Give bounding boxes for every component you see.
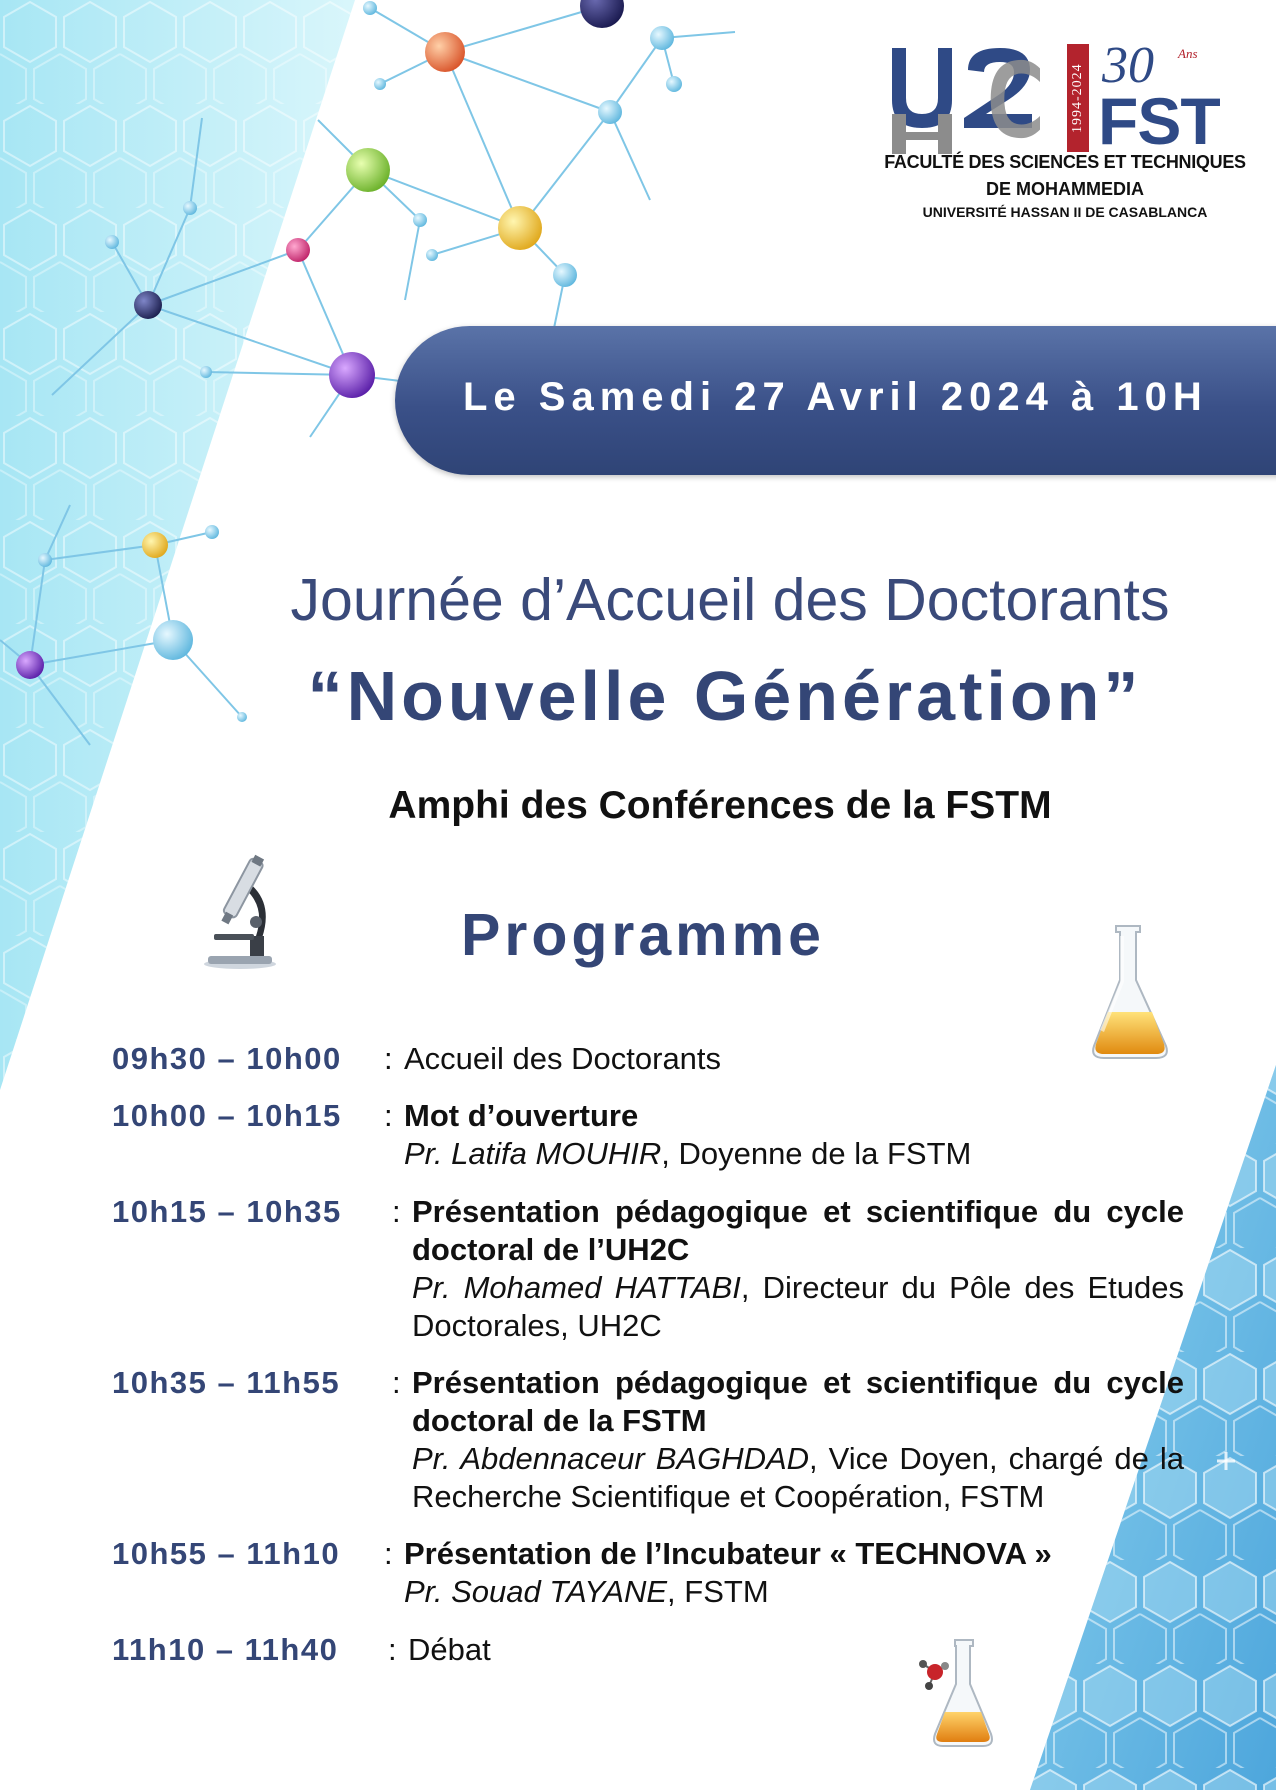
programme-session-title: Présentation pédagogique et scientifique du cycle doctoral de la FSTM	[412, 1365, 1184, 1438]
programme-time: 10h55 – 11h10	[112, 1536, 341, 1571]
programme-separator: :	[384, 1536, 393, 1571]
programme-item	[112, 1040, 1182, 1098]
speaker-name: Pr. Abdennaceur BAGHDAD	[412, 1441, 810, 1476]
programme-content	[408, 1631, 1188, 1669]
programme-item	[112, 1364, 1182, 1535]
logo-years: 1994-2024	[1067, 44, 1089, 152]
programme-separator: :	[384, 1041, 393, 1076]
event-date: Le Samedi 27 Avril 2024 à 10H	[463, 375, 1208, 419]
programme-heading: Programme	[461, 902, 825, 968]
logo-faculty-city: DE MOHAMMEDIA	[986, 179, 1144, 199]
programme-separator: :	[384, 1098, 393, 1133]
programme-content	[404, 1097, 1184, 1173]
microscope-icon	[200, 852, 280, 970]
speaker-role: , FSTM	[667, 1574, 769, 1609]
event-subtitle: “Nouvelle Génération”	[307, 657, 1143, 735]
programme-item	[112, 1631, 1182, 1691]
programme-content	[404, 1040, 1184, 1078]
speaker-name: Pr. Latifa MOUHIR	[404, 1136, 662, 1171]
programme-item	[112, 1535, 1182, 1631]
programme-separator: :	[392, 1194, 401, 1229]
programme-speaker	[404, 1135, 1184, 1173]
programme-content	[412, 1364, 1184, 1516]
programme-separator: :	[392, 1365, 401, 1400]
speaker-name: Pr. Souad TAYANE	[404, 1574, 668, 1609]
programme-content	[404, 1535, 1184, 1611]
event-venue: Amphi des Conférences de la FSTM	[388, 784, 1052, 827]
programme-time: 09h30 – 10h00	[112, 1041, 342, 1076]
speaker-name: Pr. Mohamed HATTABI	[412, 1270, 741, 1305]
speaker-role: , Vice Doyen, chargé de la Recherche Scientifique et Coopération, FSTM	[412, 1441, 1184, 1514]
logo-anniversary-number: 30	[1102, 37, 1154, 94]
logo-anniversary-word: Ans	[1178, 46, 1198, 61]
date-banner	[395, 326, 1276, 475]
programme-item	[112, 1097, 1182, 1193]
logo-university-name: UNIVERSITÉ HASSAN II DE CASABLANCA	[922, 204, 1208, 220]
uh2c-logo-mark	[890, 42, 1070, 154]
faculty-logo	[880, 37, 1250, 230]
programme-session-title: Mot d’ouverture	[404, 1098, 639, 1133]
event-title: Journée d’Accueil des Doctorants	[290, 567, 1170, 633]
programme-time: 10h15 – 10h35	[112, 1194, 342, 1229]
programme-time: 11h10 – 11h40	[112, 1632, 339, 1667]
programme-time: 10h35 – 11h55	[112, 1365, 341, 1400]
programme-time: 10h00 – 10h15	[112, 1098, 342, 1133]
logo-faculty-name: FACULTÉ DES SCIENCES ET TECHNIQUES	[884, 152, 1246, 172]
programme-session-text: Accueil des Doctorants	[404, 1041, 722, 1076]
programme-content	[412, 1193, 1184, 1345]
programme-session-text: Débat	[408, 1632, 491, 1667]
programme-speaker	[404, 1573, 1184, 1611]
programme-speaker	[412, 1269, 1184, 1345]
speaker-role: , Doyenne de la FSTM	[661, 1136, 972, 1171]
programme-item	[112, 1193, 1185, 1364]
speaker-role: , Directeur du Pôle des Etudes Doctorales, UH2C	[412, 1270, 1185, 1343]
logo-acronym: FST	[1098, 84, 1220, 158]
programme-speaker	[412, 1440, 1184, 1516]
programme-session-title: Présentation de l’Incubateur « TECHNOVA »	[404, 1536, 1052, 1571]
programme-session-title: Présentation pédagogique et scientifique du cycle doctoral de l’UH2C	[412, 1194, 1184, 1267]
programme-separator: :	[388, 1632, 397, 1667]
